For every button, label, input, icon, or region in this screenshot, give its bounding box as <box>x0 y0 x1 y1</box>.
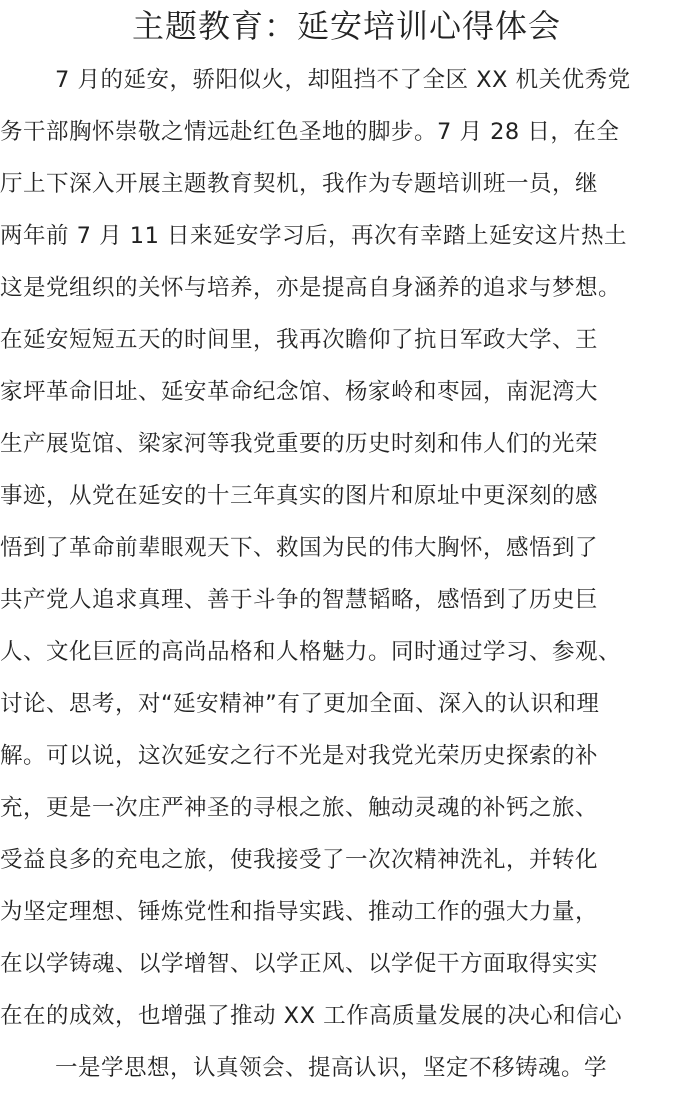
paragraph-line: 为坚定理想、锤炼党性和指导实践、推动工作的强大力量， <box>0 899 599 925</box>
paragraph-line: 事迹，从党在延安的十三年真实的图片和原址中更深刻的感 <box>0 483 599 509</box>
paragraph-line: 这是党组织的关怀与培养，亦是提高自身涵养的追求与梦想。 <box>0 275 622 301</box>
paragraph-line: 共产党人追求真理、善于斗争的智慧韬略，感悟到了历史巨 <box>0 587 599 613</box>
document-body <box>0 54 693 1094</box>
paragraph-line: 讨论、思考，对“延安精神”有了更加全面、深入的认识和理 <box>0 691 600 717</box>
paragraph-line: 厅上下深入开展主题教育契机，我作为专题培训班一员，继 <box>0 171 599 197</box>
paragraph-line: 受益良多的充电之旅，使我接受了一次次精神洗礼，并转化 <box>0 847 599 873</box>
document-title: 主题教育：延安培训心得体会 <box>131 7 561 45</box>
paragraph-line: 解。可以说，这次延安之行不光是对我党光荣历史探索的补 <box>0 743 599 769</box>
paragraph-line: 一是学思想，认真领会、提高认识，坚定不移铸魂。学 <box>55 1055 608 1081</box>
paragraph-line: 悟到了革命前辈眼观天下、救国为民的伟大胸怀，感悟到了 <box>0 535 599 561</box>
paragraph-line: 两年前 7 月 11 日来延安学习后，再次有幸踏上延安这片热土 <box>0 223 628 249</box>
paragraph-line: 人、文化巨匠的高尚品格和人格魅力。同时通过学习、参观、 <box>0 639 622 665</box>
paragraph-line: 在在的成效，也增强了推动 XX 工作高质量发展的决心和信心 <box>0 1003 623 1029</box>
paragraph-line: 7 月的延安，骄阳似火，却阻挡不了全区 XX 机关优秀党 <box>55 67 631 93</box>
paragraph-line: 充，更是一次庄严神圣的寻根之旅、触动灵魂的补钙之旅、 <box>0 795 599 821</box>
paragraph-line: 家坪革命旧址、延安革命纪念馆、杨家岭和枣园，南泥湾大 <box>0 379 599 405</box>
paragraph-line: 务干部胸怀崇敬之情远赴红色圣地的脚步。7 月 28 日，在全 <box>0 119 620 145</box>
paragraph-line: 生产展览馆、梁家河等我党重要的历史时刻和伟人们的光荣 <box>0 431 599 457</box>
paragraph-line: 在延安短短五天的时间里，我再次瞻仰了抗日军政大学、王 <box>0 327 599 353</box>
paragraph-line: 在以学铸魂、以学增智、以学正风、以学促干方面取得实实 <box>0 951 599 977</box>
